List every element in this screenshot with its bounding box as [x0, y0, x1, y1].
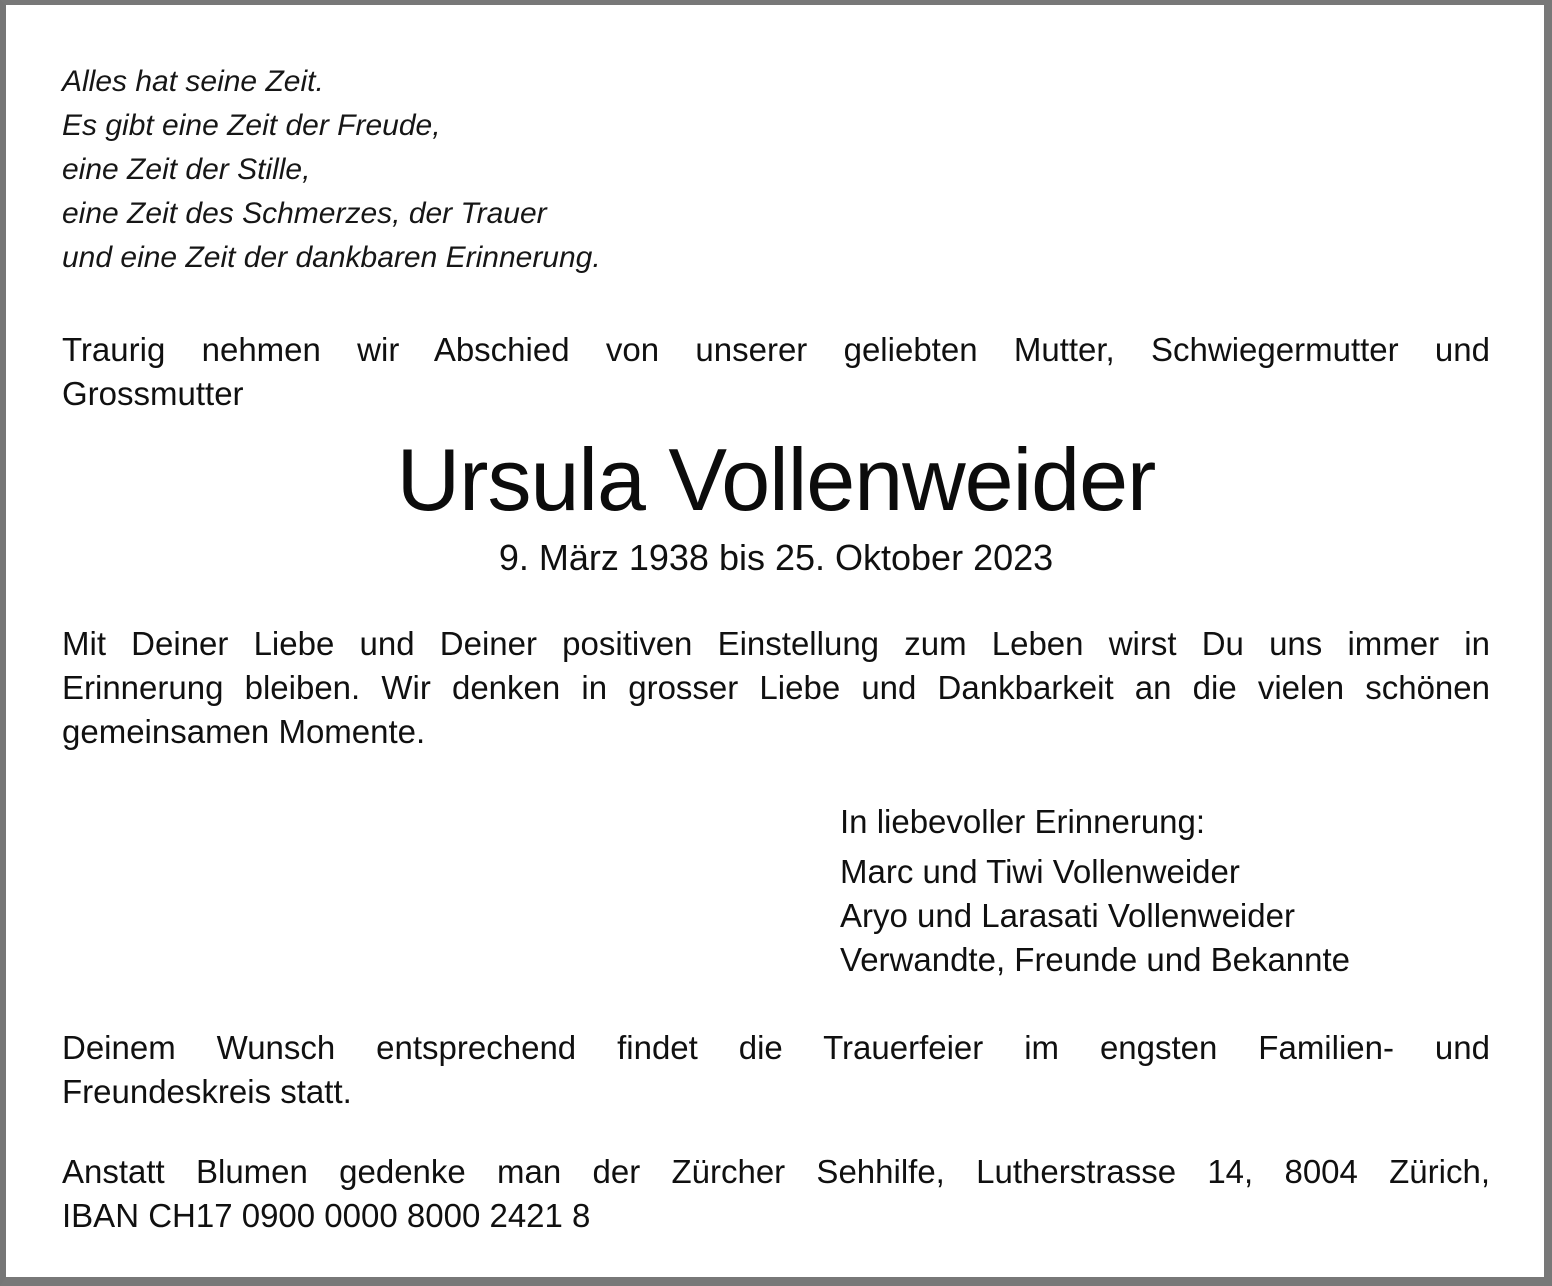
intro-paragraph: [62, 328, 1490, 416]
mourner-line: Marc und Tiwi Vollenweider: [840, 853, 1240, 890]
remembrance-block: [62, 800, 1490, 982]
funeral-paragraph: [62, 1026, 1490, 1114]
poem-line: und eine Zeit der dankbaren Erinnerung.: [62, 241, 601, 274]
text-line: Deinem Wunsch entsprechend findet die Trauerfeier im engsten Familien- und: [62, 1029, 1490, 1066]
mourner-line: Aryo und Larasati Vollenweider: [840, 897, 1295, 934]
tribute-paragraph: [62, 622, 1490, 754]
text-line: Anstatt Blumen gedenke man der Zürcher Sehhilfe, Lutherstrasse 14, 8004 Zürich,: [62, 1153, 1490, 1190]
text-line: Freundeskreis statt.: [62, 1073, 352, 1110]
deceased-name: Ursula Vollenweider: [396, 430, 1156, 529]
remembrance-heading: In liebevoller Erinnerung:: [840, 803, 1206, 840]
mourner-line: Verwandte, Freunde und Bekannte: [840, 941, 1351, 978]
obituary-page: [6, 5, 1544, 1277]
iban-line: IBAN CH17 0900 0000 8000 2421 8: [62, 1197, 591, 1234]
mourners-list: [840, 850, 1490, 982]
poem-line: eine Zeit des Schmerzes, der Trauer: [62, 197, 547, 230]
poem-line: Es gibt eine Zeit der Freude,: [62, 109, 441, 142]
poem-block: [62, 60, 1490, 280]
text-line: Traurig nehmen wir Abschied von unserer geliebten Mutter, Schwiegermutter und: [62, 331, 1490, 368]
text-line: Erinnerung bleiben. Wir denken in grosser Liebe und Dankbarkeit an die vielen schönen: [62, 669, 1490, 706]
life-dates: 9. März 1938 bis 25. Oktober 2023: [498, 537, 1054, 578]
text-line: gemeinsamen Momente.: [62, 713, 426, 750]
poem-line: eine Zeit der Stille,: [62, 153, 311, 186]
poem-line: Alles hat seine Zeit.: [62, 65, 324, 98]
text-line: Grossmutter: [62, 375, 244, 412]
donation-paragraph: [62, 1150, 1490, 1238]
text-line: Mit Deiner Liebe und Deiner positiven Einstellung zum Leben wirst Du uns immer in: [62, 625, 1490, 662]
